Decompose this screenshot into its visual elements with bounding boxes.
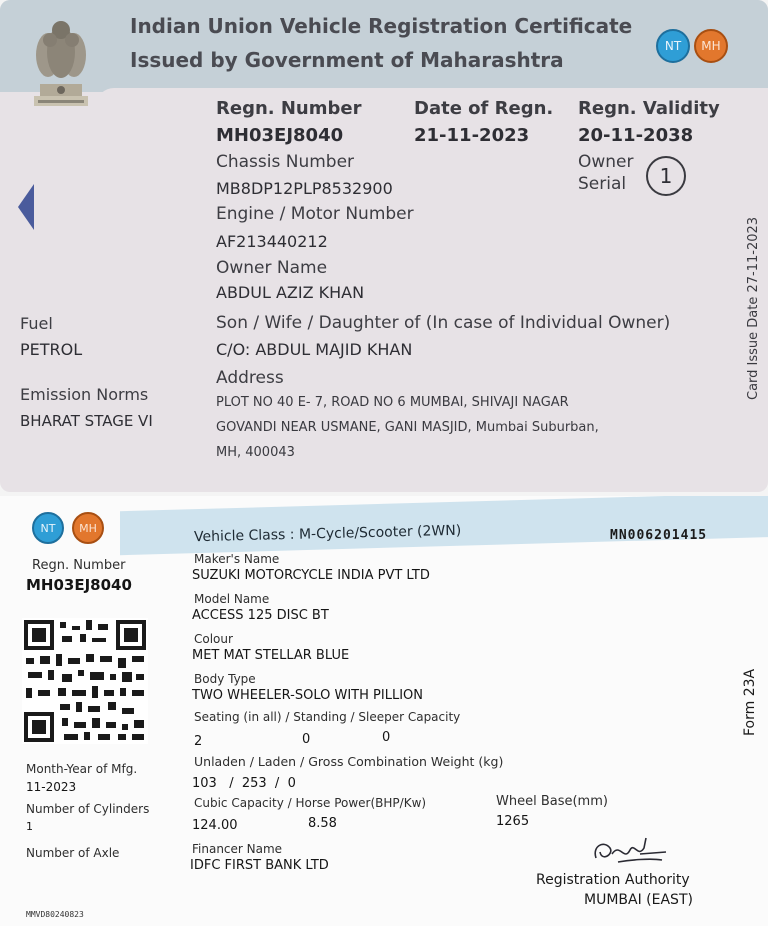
- authority-label: Registration Authority: [536, 872, 690, 888]
- wheelbase-label: Wheel Base(mm): [496, 794, 608, 809]
- nt-badge: NT: [656, 29, 690, 63]
- capacity-label: Cubic Capacity / Horse Power(BHP/Kw): [194, 796, 427, 810]
- regn-number-value: MH03EJ8040: [216, 125, 344, 146]
- nt-badge-back: NT: [32, 512, 64, 544]
- authority-value: MUMBAI (EAST): [584, 892, 693, 908]
- financer-value: IDFC FIRST BANK LTD: [190, 858, 329, 873]
- body-type-value: TWO WHEELER-SOLO WITH PILLION: [192, 688, 423, 703]
- relation-label: Son / Wife / Daughter of (In case of Individual Owner): [216, 313, 671, 333]
- colour-label: Colour: [194, 632, 233, 646]
- colour-value: MET MAT STELLAR BLUE: [192, 648, 350, 663]
- rc-back-card: [0, 496, 768, 926]
- mh-badge-back: MH: [72, 512, 104, 544]
- maker-value: SUZUKI MOTORCYCLE INDIA PVT LTD: [192, 568, 430, 583]
- model-label: Model Name: [194, 592, 270, 606]
- vehicle-class: Vehicle Class : M-Cycle/Scooter (2WN): [193, 522, 462, 546]
- fuel-value: PETROL: [20, 340, 83, 359]
- sleeper-value: 0: [382, 730, 391, 745]
- seating-label: Seating (in all) / Standing / Sleeper Capacity: [194, 710, 461, 724]
- relation-value: C/O: ABDUL MAJID KHAN: [216, 340, 413, 359]
- qr-code-icon: [22, 618, 148, 744]
- standing-value: 0: [302, 732, 311, 747]
- engine-label: Engine / Motor Number: [216, 204, 414, 224]
- back-regn-number-value: MH03EJ8040: [26, 576, 132, 594]
- chevron-left-icon[interactable]: [16, 184, 36, 230]
- regn-validity-label: Regn. Validity: [578, 98, 720, 119]
- signature-icon: [590, 832, 670, 872]
- seating-value: 2: [194, 734, 203, 749]
- axle-label: Number of Axle: [26, 846, 120, 860]
- model-value: ACCESS 125 DISC BT: [192, 608, 329, 623]
- chassis-value: MB8DP12PLP8532900: [216, 179, 393, 198]
- national-emblem-icon: [26, 10, 96, 110]
- chassis-label: Chassis Number: [216, 152, 355, 172]
- weight-value: 103 / 253 / 0: [192, 776, 296, 791]
- wheelbase-value: 1265: [496, 814, 530, 829]
- date-of-regn-value: 21-11-2023: [414, 125, 530, 146]
- front-title-line2: Issued by Government of Maharashtra: [130, 48, 564, 72]
- owner-name-value: ABDUL AZIZ KHAN: [216, 283, 365, 302]
- fuel-label: Fuel: [20, 314, 53, 333]
- cylinders-value: 1: [26, 820, 33, 833]
- serial-number: MN006201415: [610, 528, 708, 543]
- date-of-regn-label: Date of Regn.: [414, 98, 554, 119]
- maker-label: Maker's Name: [194, 552, 280, 566]
- address-line2: GOVANDI NEAR USMANE, GANI MASJID, Mumbai Suburban,: [216, 420, 599, 435]
- cc-value: 124.00: [192, 818, 238, 833]
- address-line1: PLOT NO 40 E- 7, ROAD NO 6 MUMBAI, SHIVAJI NAGAR: [216, 395, 569, 410]
- hp-value: 8.58: [308, 816, 337, 831]
- form-number: Form 23A: [742, 668, 758, 736]
- owner-serial-label-1: Owner: [578, 152, 634, 172]
- financer-label: Financer Name: [192, 842, 283, 856]
- address-line3: MH, 400043: [216, 445, 295, 460]
- owner-name-label: Owner Name: [216, 258, 328, 278]
- emission-value: BHARAT STAGE VI: [20, 412, 153, 430]
- body-type-label: Body Type: [194, 672, 256, 686]
- owner-serial-value: 1: [646, 156, 686, 196]
- regn-validity-value: 20-11-2038: [578, 125, 694, 146]
- engine-value: AF213440212: [216, 232, 328, 251]
- mh-badge: MH: [694, 29, 728, 63]
- weight-label: Unladen / Laden / Gross Combination Weight (kg): [194, 754, 504, 769]
- back-regn-number-label: Regn. Number: [32, 558, 126, 573]
- card-issue-date: Card Issue Date 27-11-2023: [746, 216, 761, 400]
- front-title-line1: Indian Union Vehicle Registration Certificate: [130, 14, 633, 38]
- owner-serial-label-2: Serial: [578, 174, 627, 194]
- emission-label: Emission Norms: [20, 385, 149, 404]
- footer-code: MMVD80240823: [26, 910, 84, 919]
- cylinders-label: Number of Cylinders: [26, 802, 150, 816]
- regn-number-label: Regn. Number: [216, 98, 362, 119]
- address-label: Address: [216, 368, 284, 388]
- mfg-label: Month-Year of Mfg.: [26, 762, 138, 776]
- mfg-value: 11-2023: [26, 780, 77, 794]
